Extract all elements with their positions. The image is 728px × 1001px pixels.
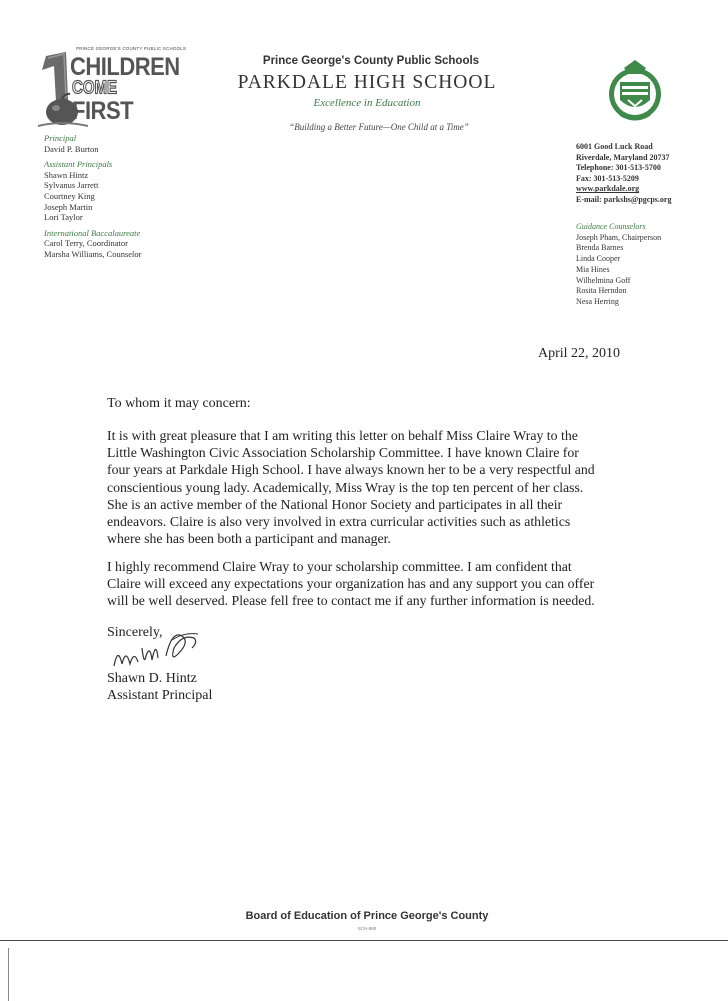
letter-date: April 22, 2010 bbox=[538, 346, 621, 361]
counselor-name: Joseph Pham, Chairperson bbox=[576, 232, 662, 242]
telephone: Telephone: 301-513-5700 bbox=[576, 163, 661, 173]
paragraph-line: four years at Parkdale High School. I have always known her to be a very respectful and bbox=[107, 462, 595, 478]
signer-name: Shawn D. Hintz bbox=[107, 671, 197, 686]
school-seal-icon bbox=[600, 56, 670, 126]
school-name: PARKDALE HIGH SCHOOL bbox=[237, 72, 497, 93]
paragraph-line: Claire will exceed any expectations your organization has and any support you can offer bbox=[107, 576, 595, 592]
school-tagline: Excellence in Education bbox=[313, 97, 421, 109]
logo-word-come: COME bbox=[72, 77, 117, 99]
address-line-2: Riverdale, Maryland 20737 bbox=[576, 152, 670, 162]
assistant-principal: Sylvanus Jarrett bbox=[44, 180, 99, 191]
assistant-principals-heading: Assistant Principals bbox=[44, 159, 113, 170]
assistant-principal: Joseph Martin bbox=[44, 201, 93, 212]
guidance-counselors-heading: Guidance Counselors bbox=[576, 222, 646, 231]
scan-edge-line bbox=[8, 948, 9, 1001]
paragraph-line: where she has been both a participant and manager. bbox=[107, 531, 391, 547]
paragraph-line: I highly recommend Claire Wray to your scholarship committee. I am confident that bbox=[107, 559, 572, 574]
ib-staff: Carol Terry, Coordinator bbox=[44, 238, 128, 249]
paragraph-line: Little Washington Civic Association Scholarship Committee. I have known Claire for bbox=[107, 445, 579, 461]
signer-title: Assistant Principal bbox=[107, 688, 213, 703]
paragraph-line: She is an active member of the National Honor Society and participates in all their bbox=[107, 496, 563, 512]
principal-heading: Principal bbox=[44, 133, 77, 143]
school-motto-quote: “Building a Better Future—One Child at a Time” bbox=[289, 122, 469, 132]
letter-closing: Sincerely, bbox=[107, 625, 163, 640]
counselor-name: Nesa Herring bbox=[576, 296, 619, 306]
paragraph-line: It is with great pleasure that I am writing this letter on behalf Miss Claire Wray to the bbox=[107, 428, 578, 443]
counselor-name: Wilhelmina Goff bbox=[576, 275, 631, 285]
assistant-principal: Courtney King bbox=[44, 190, 95, 201]
website-link[interactable]: www.parkdale.org bbox=[576, 184, 640, 194]
paragraph-line: conscientious young lady. Academically, Miss Wray is the top ten percent of her class. bbox=[107, 479, 584, 495]
email: E-mail: parkshs@pgcps.org bbox=[576, 194, 672, 204]
ib-heading: International Baccalaureate bbox=[44, 227, 141, 238]
guidance-counselors-list bbox=[576, 222, 726, 308]
address-line-1: 6001 Good Luck Road bbox=[576, 142, 653, 151]
logo-word-children: CHILDREN bbox=[70, 52, 180, 81]
principal-name: David P. Burton bbox=[44, 143, 99, 154]
school-contact-block bbox=[576, 142, 726, 206]
footer-board-name: Board of Education of Prince George's County bbox=[245, 910, 489, 922]
letter-paragraph-2 bbox=[107, 558, 627, 610]
staff-list-left bbox=[44, 133, 244, 260]
paragraph-line: will be well deserved. Please fell free to contact me if any further information is needed. bbox=[107, 593, 595, 609]
district-name: Prince George's County Public Schools bbox=[262, 55, 480, 67]
assistant-principal: Lori Taylor bbox=[44, 212, 83, 223]
assistant-principal: Shawn Hintz bbox=[44, 169, 89, 180]
footer-divider bbox=[0, 940, 728, 941]
counselor-name: Rosita Herndon bbox=[576, 286, 627, 296]
letter-paragraph-1 bbox=[107, 427, 627, 547]
handwritten-signature bbox=[112, 626, 202, 674]
letter-salutation: To whom it may concern: bbox=[107, 396, 251, 411]
ib-staff: Marsha Williams, Counselor bbox=[44, 248, 142, 259]
counselor-name: Linda Cooper bbox=[576, 254, 621, 264]
counselor-name: Mia Hines bbox=[576, 264, 610, 274]
counselor-name: Brenda Barnes bbox=[576, 243, 624, 253]
fax: Fax: 301-513-5209 bbox=[576, 173, 639, 183]
footer-form-code: SCH-880 bbox=[357, 926, 377, 931]
paragraph-line: endeavors. Claire is also very involved in extra curricular activities such as athletics bbox=[107, 514, 571, 530]
logo-word-first: FIRST bbox=[72, 96, 134, 125]
logo-district-text: PRINCE GEORGE'S COUNTY PUBLIC SCHOOLS bbox=[76, 46, 187, 51]
